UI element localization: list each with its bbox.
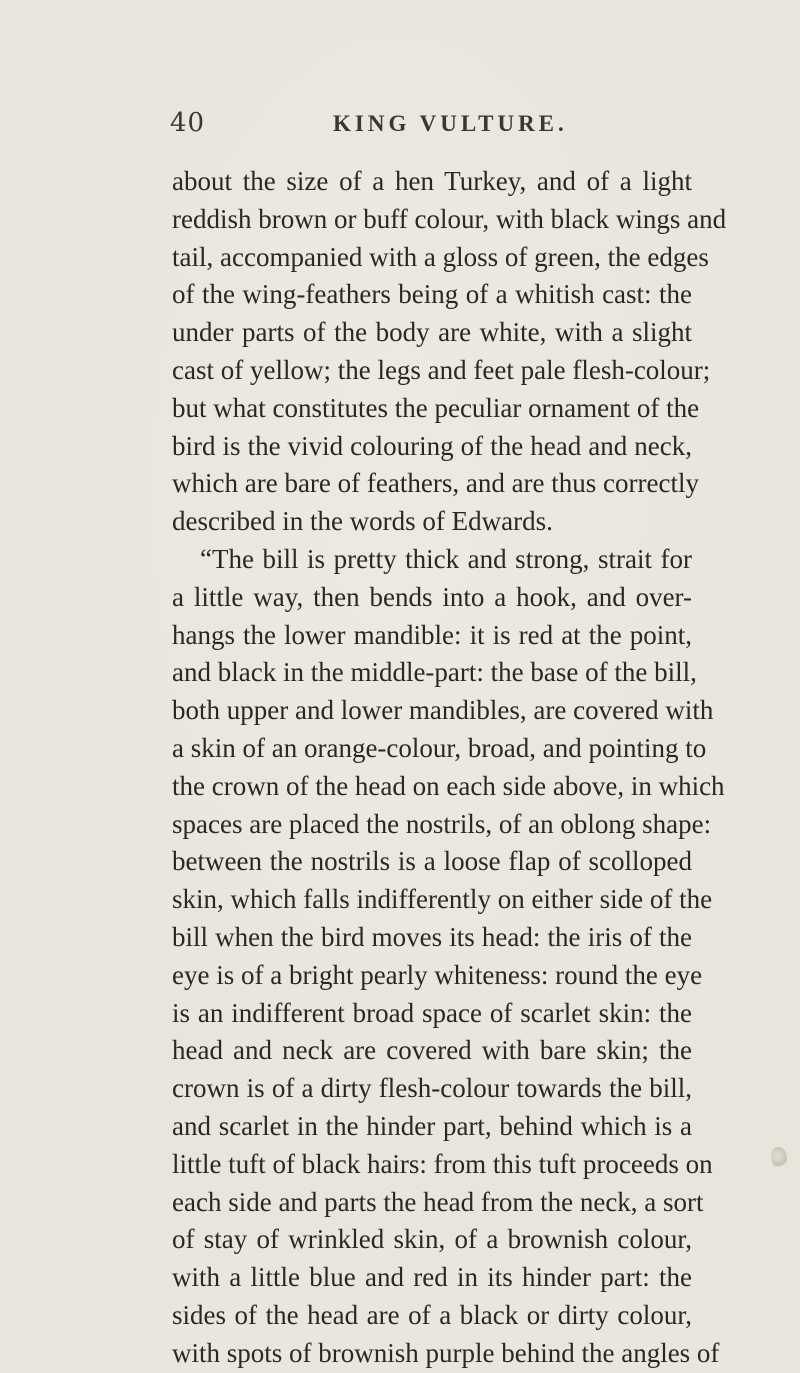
text-line: crown is of a dirty flesh-colour towards the bill, bbox=[172, 1073, 692, 1104]
text-line: sides of the head are of a black or dirty colour, bbox=[172, 1299, 692, 1330]
text-line: spaces are placed the nostrils, of an oblong shape: bbox=[172, 808, 712, 839]
running-title: KING VULTURE. bbox=[333, 111, 568, 136]
text-line: the crown of the head on each side above, in which bbox=[172, 770, 725, 801]
text-line: of the wing-feathers being of a whitish cast: the bbox=[172, 279, 692, 310]
text-line: head and neck are covered with bare skin; the bbox=[172, 1035, 692, 1066]
text-line: eye is of a bright pearly whiteness: round the eye bbox=[172, 959, 703, 990]
body-text bbox=[172, 163, 727, 1373]
text-line: and scarlet in the hinder part, behind which is a bbox=[172, 1110, 692, 1141]
text-line: about the size of a hen Turkey, and of a light bbox=[172, 166, 692, 196]
text-line: bird is the vivid colouring of the head and neck, bbox=[172, 430, 692, 461]
text-line: a skin of an orange-colour, broad, and pointing to bbox=[172, 732, 707, 763]
page-number: 40 bbox=[170, 108, 206, 138]
text-line: hangs the lower mandible: it is red at the point, bbox=[172, 619, 692, 650]
text-line: and black in the middle-part: the base of the bill, bbox=[172, 657, 697, 688]
text-line: described in the words of Edwards. bbox=[172, 506, 553, 537]
text-line: is an indifferent broad space of scarlet skin: the bbox=[172, 997, 692, 1028]
running-head bbox=[0, 108, 800, 148]
paper-blemish bbox=[771, 1147, 787, 1169]
text-line: bill when the bird moves its head: the iris of the bbox=[172, 921, 692, 952]
text-line: “The bill is pretty thick and strong, strait for bbox=[200, 543, 692, 574]
text-line: tail, accompanied with a gloss of green, the edges bbox=[172, 241, 709, 272]
text-line: cast of yellow; the legs and feet pale flesh-colour; bbox=[172, 354, 711, 385]
text-line: of stay of wrinkled skin, of a brownish colour, bbox=[172, 1224, 692, 1255]
text-line: but what constitutes the peculiar ornament of the bbox=[172, 392, 700, 423]
text-line: under parts of the body are white, with a slight bbox=[172, 317, 692, 348]
text-line: which are bare of feathers, and are thus correctly bbox=[172, 468, 699, 499]
text-line: with a little blue and red in its hinder part: the bbox=[172, 1262, 692, 1293]
text-line: little tuft of black hairs: from this tuft proceeds on bbox=[172, 1148, 713, 1179]
text-line: with spots of brownish purple behind the angles of bbox=[172, 1337, 720, 1368]
text-line: each side and parts the head from the neck, a sort bbox=[172, 1186, 704, 1217]
text-line: reddish brown or buff colour, with black wings and bbox=[172, 203, 727, 234]
text-line: both upper and lower mandibles, are covered with bbox=[172, 695, 714, 726]
text-line: between the nostrils is a loose flap of scolloped bbox=[172, 846, 692, 877]
text-line: skin, which falls indifferently on either side of the bbox=[172, 884, 713, 915]
text-line: a little way, then bends into a hook, and over- bbox=[172, 581, 692, 612]
